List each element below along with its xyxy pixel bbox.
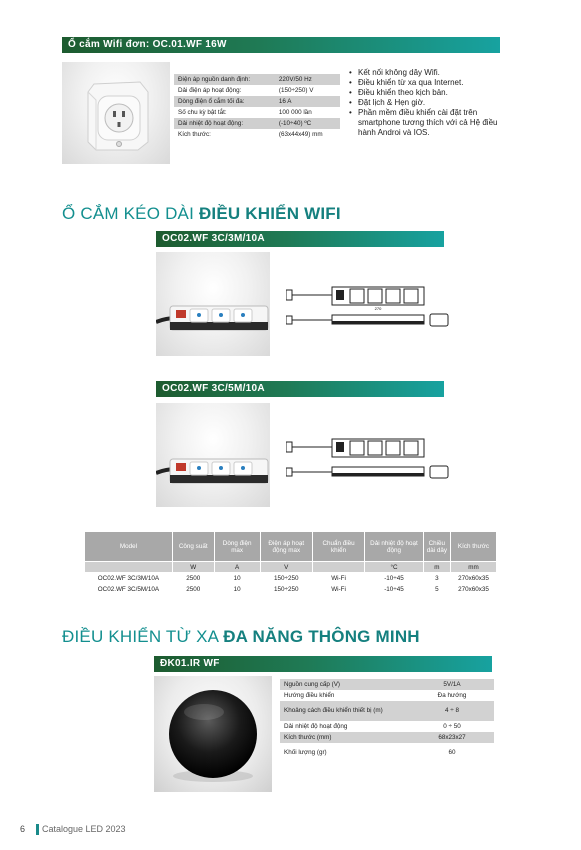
table-row: [85, 573, 497, 584]
spec-label: Dải điện áp hoạt động:: [174, 85, 275, 96]
table-cell: OC02.WF 3C/5M/10A: [85, 584, 173, 595]
model-a-title: OC02.WF 3C/3M/10A: [162, 233, 265, 244]
spec-label: Điện áp nguồn danh định:: [174, 74, 275, 85]
model-b-title: OC02.WF 3C/5M/10A: [162, 383, 265, 394]
unit-cell: [85, 562, 173, 573]
socket-spec-table: [174, 74, 340, 140]
remote-spec-table: [280, 679, 494, 763]
column-header: Chuẩn điều khiển: [312, 532, 364, 562]
spec-row: [280, 732, 494, 743]
table-cell: 150÷250: [260, 573, 312, 584]
spec-value: Đa hướng: [410, 690, 494, 701]
spec-value: (150÷250) V: [275, 85, 340, 96]
column-header: Công suất: [172, 532, 214, 562]
feature-item: • Phần mềm điều khiển cài đặt trên smartphone tương thích với cả Hệ điều hành Androi và IOS.: [349, 108, 509, 138]
column-header: Kích thước: [450, 532, 496, 562]
unit-cell: W: [172, 562, 214, 573]
unit-cell: [312, 562, 364, 573]
spec-label: Khối lượng (gr): [280, 743, 410, 763]
spec-value: 4 ÷ 8: [410, 701, 494, 721]
extension-heading-bold: ĐIỀU KHIỂN WIFI: [198, 204, 341, 223]
extension-spec-table: [84, 531, 497, 595]
power-strip-image: [156, 403, 270, 507]
table-row: [85, 584, 497, 595]
model-b-drawing: [286, 436, 456, 486]
table-header-row: [85, 532, 497, 562]
spec-row: [174, 118, 340, 129]
unit-cell: mm: [450, 562, 496, 573]
socket-title: Ổ cắm Wifi đơn: OC.01.WF 16W: [68, 39, 227, 50]
spec-value: 0 ÷ 50: [410, 721, 494, 732]
column-header: Điện áp hoạt động max: [260, 532, 312, 562]
spec-value: 5V/1A: [410, 679, 494, 690]
spec-value: 100 000 lần: [275, 107, 340, 118]
unit-cell: V: [260, 562, 312, 573]
table-cell: 10: [214, 573, 260, 584]
unit-cell: °C: [365, 562, 424, 573]
table-units-row: [85, 562, 497, 573]
extension-heading: [62, 204, 341, 224]
spec-value: (-10÷40) ºC: [275, 118, 340, 129]
power-strip-image: [156, 252, 270, 356]
spec-label: Khoảng cách điều khiển thiết bị (m): [280, 701, 410, 721]
spec-row: [280, 743, 494, 763]
table-cell: 5: [423, 584, 450, 595]
spec-row: [280, 679, 494, 690]
ir-remote-image: [154, 676, 272, 792]
column-header: Dải nhiệt độ hoạt động: [365, 532, 424, 562]
spec-label: Dòng điện ổ cắm tối đa:: [174, 96, 275, 107]
table-cell: 270x60x35: [450, 584, 496, 595]
remote-title-bar: [154, 656, 492, 672]
feature-item: • Đặt lịch & Hẹn giờ.: [349, 98, 509, 108]
model-b-title-bar: [156, 381, 444, 397]
socket-photo: [62, 62, 170, 164]
table-cell: Wi-Fi: [312, 584, 364, 595]
feature-item: • Kết nối không dây Wifi.: [349, 68, 509, 78]
model-a-title-bar: [156, 231, 444, 247]
column-header: Dòng điện max: [214, 532, 260, 562]
spec-label: Kích thước:: [174, 129, 275, 140]
extension-heading-normal: Ổ CẮM KÉO DÀI: [62, 204, 199, 223]
table-cell: 10: [214, 584, 260, 595]
spec-row: [174, 96, 340, 107]
model-a-dimension: 270: [374, 306, 382, 311]
spec-label: Kích thước (mm): [280, 732, 410, 743]
footer-divider: [36, 824, 39, 835]
spec-row: [174, 129, 340, 140]
remote-heading-normal: ĐIỀU KHIỂN TỪ XA: [62, 627, 224, 646]
unit-cell: A: [214, 562, 260, 573]
table-cell: 2500: [172, 573, 214, 584]
spec-row: [280, 690, 494, 701]
spec-row: [174, 85, 340, 96]
spec-row: [174, 107, 340, 118]
table-cell: 270x60x35: [450, 573, 496, 584]
spec-value: 220V/50 Hz: [275, 74, 340, 85]
footer-text: Catalogue LED 2023: [42, 824, 126, 834]
socket-feature-list: [349, 68, 509, 138]
spec-row: [280, 721, 494, 732]
spec-value: (63x44x49) mm: [275, 129, 340, 140]
page-number: 6: [20, 824, 26, 834]
feature-item: • Điều khiển từ xa qua Internet.: [349, 78, 509, 88]
spec-label: Nguồn cung cấp (V): [280, 679, 410, 690]
model-a-drawing: [286, 284, 456, 334]
remote-heading-bold: ĐA NĂNG THÔNG MINH: [223, 627, 420, 646]
table-cell: 3: [423, 573, 450, 584]
socket-title-bar: [62, 37, 500, 53]
remote-heading: [62, 627, 420, 647]
feature-item: • Điều khiển theo kịch bản.: [349, 88, 509, 98]
table-cell: 150÷250: [260, 584, 312, 595]
spec-label: Hướng điều khiển: [280, 690, 410, 701]
wifi-socket-image: [62, 62, 170, 164]
model-b-photo: [156, 403, 270, 507]
remote-photo: [154, 676, 272, 792]
unit-cell: m: [423, 562, 450, 573]
table-cell: -10÷45: [365, 573, 424, 584]
spec-label: Dải nhiệt độ hoạt động:: [174, 118, 275, 129]
spec-value: 60: [410, 743, 494, 763]
spec-row: [174, 74, 340, 85]
spec-label: Số chu kỳ bật tắt:: [174, 107, 275, 118]
remote-title: ĐK01.IR WF: [160, 658, 220, 669]
table-cell: Wi-Fi: [312, 573, 364, 584]
spec-label: Dải nhiệt độ hoạt động: [280, 721, 410, 732]
table-cell: -10÷45: [365, 584, 424, 595]
spec-row: [280, 701, 494, 721]
table-cell: 2500: [172, 584, 214, 595]
model-a-photo: [156, 252, 270, 356]
spec-value: 68x23x27: [410, 732, 494, 743]
table-cell: OC02.WF 3C/3M/10A: [85, 573, 173, 584]
column-header: Model: [85, 532, 173, 562]
column-header: Chiều dài dây: [423, 532, 450, 562]
spec-value: 16 A: [275, 96, 340, 107]
